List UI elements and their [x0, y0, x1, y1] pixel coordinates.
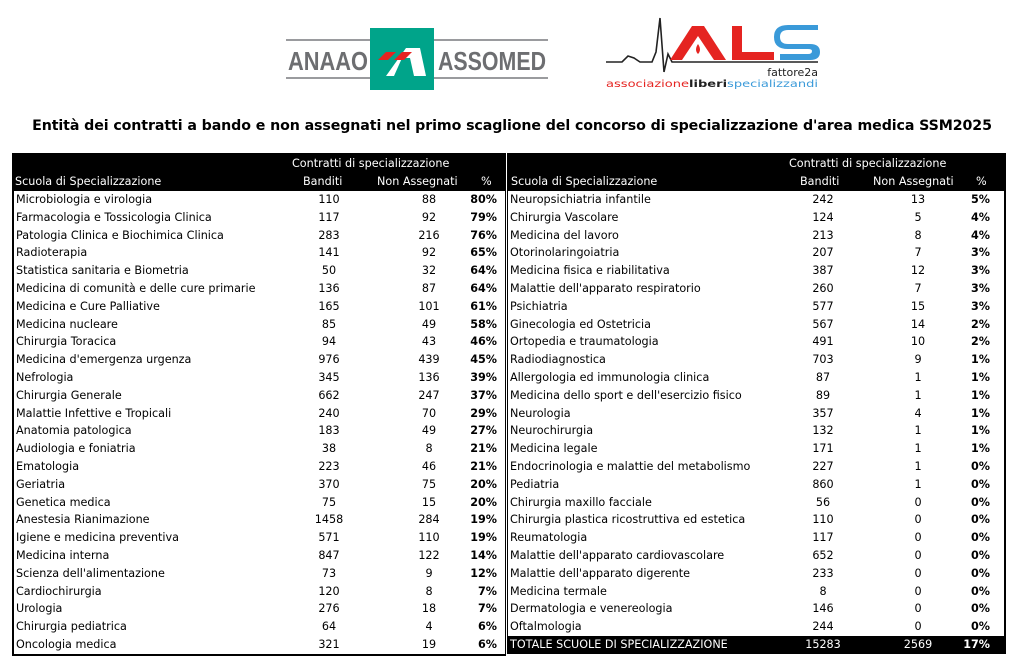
non-assegnati-value: 70 [421, 406, 437, 420]
banditi-value: 64 [321, 620, 337, 634]
pct-value: 27% [470, 424, 497, 438]
als-tagline: associazione liberi specializzandi [606, 79, 794, 90]
school-name: Psichiatria [510, 299, 568, 313]
non-assegnati-value: 10 [910, 335, 926, 349]
banditi-value: 1458 [314, 513, 344, 527]
school-name: Chirurgia Generale [16, 388, 122, 402]
total-label: TOTALE SCUOLE DI SPECIALIZZAZIONE [510, 637, 728, 651]
banditi-value: 345 [318, 370, 340, 384]
school-name: Neurochirurgia [510, 424, 594, 438]
banditi-value: 117 [318, 210, 340, 224]
pct-value: 19% [470, 513, 497, 527]
pct-value: 64% [470, 264, 497, 278]
pct-value: 3% [971, 246, 990, 260]
table-body-left [12, 191, 506, 656]
non-assegnati-value: 32 [421, 264, 437, 278]
non-assegnati-value: 0 [914, 513, 922, 527]
school-name: Chirurgia pediatrica [16, 620, 127, 634]
school-name: Igiene e medicina preventiva [16, 531, 180, 545]
table-row [508, 440, 1004, 458]
pct-value: 0% [971, 584, 990, 598]
banditi-value: 223 [318, 459, 340, 473]
school-name: Farmacologia e Tossicologia Clinica [16, 210, 212, 224]
non-assegnati-value: 7 [914, 281, 922, 295]
pct-value: 3% [971, 299, 990, 313]
non-assegnati-value: 0 [914, 584, 922, 598]
pct-value: 37% [470, 388, 497, 402]
non-assegnati-value: 0 [914, 548, 922, 562]
pct-value: 2% [971, 317, 990, 331]
table-row [14, 494, 505, 512]
assomed-text: ASSOMED [438, 46, 546, 76]
non-assegnati-value: 1 [914, 370, 922, 384]
non-assegnati-value: 0 [914, 602, 922, 616]
header-school: Scuola di Specializzazione [15, 175, 162, 188]
pct-value: 4% [971, 228, 990, 242]
pct-value: 79% [470, 210, 497, 224]
school-name: Medicina termale [510, 584, 607, 598]
non-assegnati-value: 101 [418, 299, 440, 313]
pct-value: 0% [971, 531, 990, 545]
school-name: Chirurgia Toracica [16, 335, 117, 349]
non-assegnati-value: 0 [914, 620, 922, 634]
table-right [507, 153, 1006, 654]
non-assegnati-value: 13 [910, 193, 926, 206]
pct-value: 0% [971, 602, 990, 616]
pct-value: 3% [971, 281, 990, 295]
school-name: Medicina fisica e riabilitativa [510, 264, 670, 278]
banditi-value: 662 [318, 388, 340, 402]
non-assegnati-value: 4 [425, 620, 433, 634]
table-row [508, 209, 1004, 227]
non-assegnati-value: 247 [418, 388, 440, 402]
header-banditi: Banditi [303, 175, 343, 188]
table-row [508, 583, 1004, 601]
banditi-value: 571 [318, 531, 340, 545]
pct-value: 39% [470, 370, 497, 384]
non-assegnati-value: 216 [418, 228, 440, 242]
banditi-value: 242 [812, 193, 834, 206]
pct-value: 3% [971, 264, 990, 278]
non-assegnati-value: 136 [418, 370, 440, 384]
banditi-value: 94 [321, 335, 337, 349]
non-assegnati-value: 9 [914, 353, 922, 367]
banditi-value: 146 [812, 602, 834, 616]
header-non-assegnati: Non Assegnati [377, 175, 458, 188]
table-row [508, 476, 1004, 494]
banditi-value: 577 [812, 299, 834, 313]
non-assegnati-value: 0 [914, 495, 922, 509]
table-row [508, 191, 1004, 209]
table-header-left [12, 153, 506, 191]
banditi-value: 860 [812, 477, 834, 491]
header-group-label: Contratti di specializzazione [789, 157, 947, 170]
school-name: Malattie Infettive e Tropicali [16, 406, 172, 420]
table-row [508, 405, 1004, 423]
school-name: Genetica medica [16, 495, 111, 509]
banditi-value: 87 [815, 370, 831, 384]
table-row [508, 458, 1004, 476]
school-name: Ortopedia e traumatologia [510, 335, 659, 349]
table-row [508, 529, 1004, 547]
table-row [14, 387, 505, 405]
page-title: Entità dei contratti a bando e non assegnati nel primo scaglione del concorso di specializzazione d'area medica SSM2025 [32, 118, 992, 134]
total-row [508, 636, 1004, 654]
banditi-value: 38 [321, 442, 337, 456]
school-name: Oncologia medica [16, 637, 117, 651]
table-body-right [507, 191, 1006, 654]
banditi-value: 165 [318, 299, 340, 313]
school-name: Medicina di comunità e delle cure primarie [16, 281, 256, 295]
pct-value: 12% [470, 566, 497, 580]
table-row [14, 422, 505, 440]
non-assegnati-value: 49 [421, 317, 437, 331]
school-name: Medicina del lavoro [510, 228, 619, 242]
header-non-assegnati: Non Assegnati [873, 175, 954, 188]
pct-value: 21% [470, 442, 497, 456]
non-assegnati-value: 92 [421, 246, 437, 260]
table-row [14, 280, 505, 298]
banditi-value: 171 [812, 442, 834, 456]
school-name: Otorinolaringoiatria [510, 246, 620, 260]
pct-value: 21% [470, 459, 497, 473]
banditi-value: 321 [318, 637, 340, 651]
table-row [508, 262, 1004, 280]
pct-value: 0% [971, 459, 990, 473]
header-group-label: Contratti di specializzazione [292, 157, 450, 170]
non-assegnati-value: 46 [421, 459, 437, 473]
school-name: Cardiochirurgia [16, 584, 102, 598]
pct-value: 1% [971, 370, 990, 384]
table-row [508, 511, 1004, 529]
pct-value: 5% [971, 193, 990, 206]
banditi-value: 491 [812, 335, 834, 349]
school-name: Medicina dello sport e dell'esercizio fisico [510, 388, 742, 402]
anaao-text: ANAAO [288, 46, 368, 76]
banditi-value: 976 [318, 353, 340, 367]
table-row [14, 191, 505, 209]
non-assegnati-value: 75 [421, 477, 437, 491]
table-row [14, 547, 505, 565]
banditi-value: 85 [321, 317, 337, 331]
table-row [14, 636, 505, 654]
school-name: Scienza dell'alimentazione [16, 566, 165, 580]
non-assegnati-value: 19 [421, 637, 437, 651]
pct-value: 0% [971, 477, 990, 491]
pct-value: 76% [470, 228, 497, 242]
banditi-value: 233 [812, 566, 834, 580]
banditi-value: 136 [318, 281, 340, 295]
table-row [508, 600, 1004, 618]
pct-value: 1% [971, 406, 990, 420]
school-name: Patologia Clinica e Biochimica Clinica [16, 228, 224, 242]
banditi-value: 183 [318, 424, 340, 438]
school-name: Reumatologia [510, 531, 588, 545]
pct-value: 29% [470, 406, 497, 420]
school-name: Medicina interna [16, 548, 110, 562]
non-assegnati-value: 12 [910, 264, 926, 278]
non-assegnati-value: 14 [910, 317, 926, 331]
non-assegnati-value: 284 [418, 513, 440, 527]
table-row [508, 298, 1004, 316]
non-assegnati-value: 88 [421, 193, 437, 206]
table-row [508, 227, 1004, 245]
non-assegnati-value: 439 [418, 353, 440, 367]
pct-value: 6% [478, 637, 497, 651]
banditi-value: 227 [812, 459, 834, 473]
banditi-value: 117 [812, 531, 834, 545]
table-row [14, 369, 505, 387]
table-row [14, 565, 505, 583]
school-name: Medicina e Cure Palliative [16, 299, 160, 313]
school-name: Medicina nucleare [16, 317, 118, 331]
pct-value: 45% [470, 353, 497, 367]
table-row [508, 422, 1004, 440]
non-assegnati-value: 49 [421, 424, 437, 438]
pct-value: 0% [971, 548, 990, 562]
banditi-value: 213 [812, 228, 834, 242]
non-assegnati-value: 8 [425, 584, 433, 598]
school-name: Dermatologia e venereologia [510, 602, 673, 616]
non-assegnati-value: 1 [914, 388, 922, 402]
banditi-value: 120 [318, 584, 340, 598]
table-row [14, 262, 505, 280]
non-assegnati-value: 1 [914, 477, 922, 491]
school-name: Geriatria [16, 477, 66, 491]
banditi-value: 132 [812, 424, 834, 438]
table-row [508, 333, 1004, 351]
header-pct: % [481, 175, 492, 188]
pct-value: 20% [470, 495, 497, 509]
non-assegnati-value: 87 [421, 281, 437, 295]
school-name: Anatomia patologica [16, 424, 132, 438]
school-name: Nefrologia [16, 370, 74, 384]
school-name: Audiologia e foniatria [16, 442, 136, 456]
school-name: Neurologia [510, 406, 571, 420]
non-assegnati-value: 8 [425, 442, 433, 456]
pct-value: 4% [971, 210, 990, 224]
school-name: Malattie dell'apparato respiratorio [510, 281, 701, 295]
school-name: Urologia [16, 602, 63, 616]
banditi-value: 370 [318, 477, 340, 491]
banditi-value: 652 [812, 548, 834, 562]
banditi-value: 276 [318, 602, 340, 616]
banditi-value: 50 [321, 264, 337, 278]
non-assegnati-value: 7 [914, 246, 922, 260]
non-assegnati-value: 15 [421, 495, 437, 509]
pct-value: 58% [470, 317, 497, 331]
non-assegnati-value: 15 [910, 299, 926, 313]
school-name: Malattie dell'apparato cardiovascolare [510, 548, 725, 562]
table-row [508, 244, 1004, 262]
banditi-value: 110 [318, 193, 340, 206]
table-row [14, 244, 505, 262]
als-logo [604, 14, 826, 90]
header-banditi: Banditi [800, 175, 840, 188]
banditi-value: 387 [812, 264, 834, 278]
school-name: Medicina legale [510, 442, 598, 456]
table-row [14, 458, 505, 476]
school-name: Allergologia ed immunologia clinica [510, 370, 710, 384]
school-name: Chirurgia Vascolare [510, 210, 619, 224]
school-name: Ginecologia ed Ostetricia [510, 317, 651, 331]
non-assegnati-value: 1 [914, 424, 922, 438]
non-assegnati-value: 0 [914, 566, 922, 580]
school-name: Pediatria [510, 477, 560, 491]
school-name: Neuropsichiatria infantile [510, 193, 651, 206]
table-row [508, 565, 1004, 583]
total-banditi: 15283 [805, 637, 841, 651]
table-row [14, 476, 505, 494]
pct-value: 1% [971, 424, 990, 438]
table-row [508, 494, 1004, 512]
table-left [12, 153, 506, 656]
table-row [14, 209, 505, 227]
banditi-value: 847 [318, 548, 340, 562]
pct-value: 64% [470, 281, 497, 295]
banditi-value: 567 [812, 317, 834, 331]
non-assegnati-value: 9 [425, 566, 433, 580]
pct-value: 0% [971, 513, 990, 527]
banditi-value: 75 [321, 495, 337, 509]
banditi-value: 240 [318, 406, 340, 420]
table-row [508, 316, 1004, 334]
banditi-value: 56 [815, 495, 831, 509]
table-row [508, 351, 1004, 369]
non-assegnati-value: 43 [421, 335, 437, 349]
banditi-value: 357 [812, 406, 834, 420]
banditi-value: 283 [318, 228, 340, 242]
table-row [14, 583, 505, 601]
banditi-value: 207 [812, 246, 834, 260]
table-row [14, 405, 505, 423]
non-assegnati-value: 5 [914, 210, 922, 224]
school-name: Malattie dell'apparato digerente [510, 566, 691, 580]
pct-value: 0% [971, 566, 990, 580]
anaao-assomed-logo [286, 28, 548, 90]
pct-value: 2% [971, 335, 990, 349]
school-name: Chirurgia maxillo facciale [510, 495, 652, 509]
table-row [14, 529, 505, 547]
non-assegnati-value: 122 [418, 548, 440, 562]
school-name: Radioterapia [16, 246, 88, 260]
table-row [14, 440, 505, 458]
non-assegnati-value: 110 [418, 531, 440, 545]
pct-value: 80% [470, 193, 497, 206]
table-row [14, 298, 505, 316]
header-school: Scuola di Specializzazione [511, 175, 658, 188]
banditi-value: 260 [812, 281, 834, 295]
non-assegnati-value: 8 [914, 228, 922, 242]
banditi-value: 89 [815, 388, 831, 402]
school-name: Endocrinologia e malattie del metabolismo [510, 459, 751, 473]
school-name: Ematologia [16, 459, 80, 473]
table-row [508, 280, 1004, 298]
table-row [508, 369, 1004, 387]
school-name: Oftalmologia [510, 620, 582, 634]
school-name: Statistica sanitaria e Biometria [16, 264, 189, 278]
total-pct: 17% [963, 637, 990, 651]
non-assegnati-value: 4 [914, 406, 922, 420]
table-row [14, 618, 505, 636]
non-assegnati-value: 1 [914, 459, 922, 473]
pct-value: 0% [971, 620, 990, 634]
als-fattore2a-text: fattore2a [767, 66, 818, 79]
non-assegnati-value: 18 [421, 602, 437, 616]
banditi-value: 110 [812, 513, 834, 527]
school-name: Microbiologia e virologia [16, 193, 153, 206]
banditi-value: 703 [812, 353, 834, 367]
school-name: Radiodiagnostica [510, 353, 606, 367]
non-assegnati-value: 92 [421, 210, 437, 224]
table-row [14, 316, 505, 334]
pct-value: 7% [478, 584, 497, 598]
school-name: Anestesia Rianimazione [16, 513, 150, 527]
pct-value: 19% [470, 531, 497, 545]
pct-value: 1% [971, 388, 990, 402]
school-name: Medicina d'emergenza urgenza [16, 353, 192, 367]
pct-value: 0% [971, 495, 990, 509]
table-row [14, 333, 505, 351]
banditi-value: 8 [819, 584, 827, 598]
banditi-value: 73 [321, 566, 337, 580]
header-pct: % [976, 175, 987, 188]
table-row [14, 227, 505, 245]
banditi-value: 244 [812, 620, 834, 634]
table-header-right [507, 153, 1006, 191]
table-row [508, 387, 1004, 405]
pct-value: 20% [470, 477, 497, 491]
table-row [14, 511, 505, 529]
pct-value: 61% [470, 299, 497, 313]
pct-value: 65% [470, 246, 497, 260]
pct-value: 1% [971, 442, 990, 456]
total-non-assegnati: 2569 [903, 637, 933, 651]
non-assegnati-value: 1 [914, 442, 922, 456]
school-name: Chirurgia plastica ricostruttiva ed estetica [510, 513, 746, 527]
table-row [508, 547, 1004, 565]
pct-value: 46% [470, 335, 497, 349]
table-row [508, 618, 1004, 636]
pct-value: 6% [478, 620, 497, 634]
pct-value: 7% [478, 602, 497, 616]
banditi-value: 124 [812, 210, 834, 224]
table-row [14, 600, 505, 618]
non-assegnati-value: 0 [914, 531, 922, 545]
pct-value: 14% [470, 548, 497, 562]
banditi-value: 141 [318, 246, 340, 260]
pct-value: 1% [971, 353, 990, 367]
table-row [14, 351, 505, 369]
